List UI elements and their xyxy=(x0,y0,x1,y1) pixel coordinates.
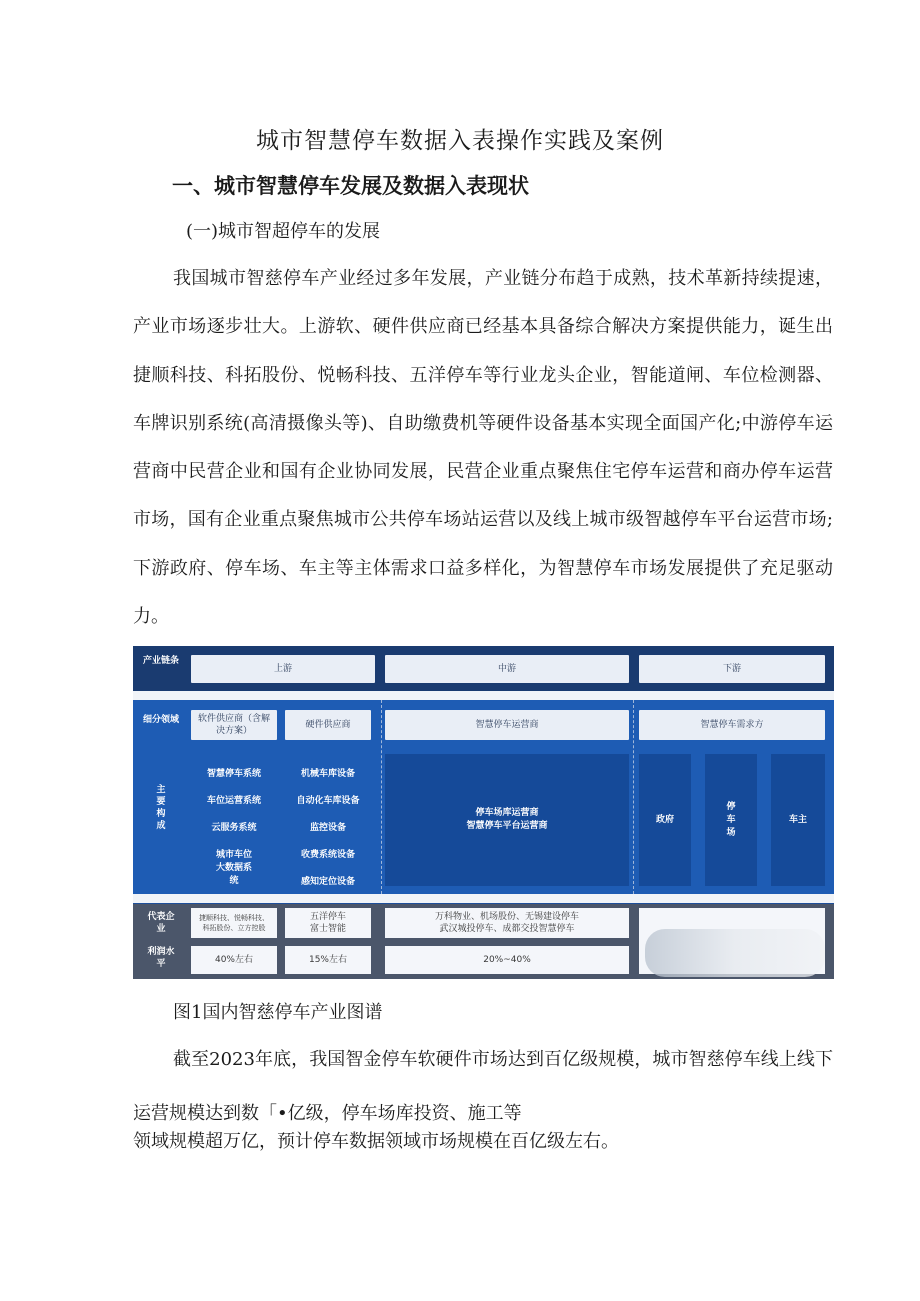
hardware-item: 自动化车库设备 xyxy=(296,796,360,806)
operator-profit: 20%~40% xyxy=(385,946,629,974)
blurred-watermark-image xyxy=(645,929,825,977)
segment-hardware: 硬件供应商 xyxy=(285,710,371,740)
hardware-company: 五洋停车 xyxy=(309,912,346,922)
row-header-segment: 细分领域 xyxy=(142,715,179,725)
segment-demand: 智慧停车需求方 xyxy=(639,710,825,740)
row-header-profit: 利润水平 xyxy=(147,947,175,969)
figure-caption: 图1国内智慈停车产业图谱 xyxy=(173,1002,383,1023)
hardware-item: 感知定位设备 xyxy=(300,877,355,887)
subsection-heading-1: (一)城市智超停车的发展 xyxy=(186,221,381,242)
operator-company: 万科物业、机场股份、无锡建设停车 xyxy=(434,912,579,922)
chain-midstream: 中游 xyxy=(385,655,629,683)
row-header-companies: 代表企业 xyxy=(147,912,175,934)
operator-company: 武汉城投停车、成都交投智慧停车 xyxy=(439,924,575,934)
hardware-item: 收费系统设备 xyxy=(300,850,355,860)
row-header-composition: 主要构成 xyxy=(156,785,166,831)
row-header-chain: 产业链条 xyxy=(142,656,179,666)
hardware-item: 机械车库设备 xyxy=(300,769,355,779)
segment-software: 软件供应商（含解决方案） xyxy=(191,710,277,740)
operator-item: 智慧停车平台运营商 xyxy=(466,821,548,831)
software-item: 城市车位大数据系统 xyxy=(215,850,252,886)
section-heading-1: 一、城市智慧停车发展及数据入表现状 xyxy=(172,174,529,198)
paragraph-1: 我国城市智慈停车产业经过多年发展，产业链分布趋于成熟，技术革新持续提速，产业市场逐步壮大。上游软、硬件供应商已经基本具备综合解决方案提供能力，诞生出捷顺科技、科拓股份、悦畅科技、五洋停车等行业龙头企业，智能道闸、车位检测器、车牌识别系统(高清摄像头等)、自助缴费机等硬件设备基本实现全面国产化;中游停车运营商中民营企业和国有企业协同发展，民营企业重点聚焦住宅停车运营和商办停车运营市场，国有企业重点聚焦城市公共停车场站运营以及线上城市级智越停车平台运营市场;下游政府、停车场、车主等主体需求口益多样化，为智慧停车市场发展提供了充足驱动力。 xyxy=(133,268,833,628)
industry-chain-figure xyxy=(133,646,834,979)
operator-companies xyxy=(385,908,629,938)
operator-composition xyxy=(385,754,629,886)
software-companies: 捷顺科技、悦畅科技、科拓股份、立方控股 xyxy=(191,908,277,938)
demand-item-car-owner: 车主 xyxy=(771,754,825,886)
software-items-list xyxy=(193,766,275,886)
dashed-divider xyxy=(633,700,634,894)
hardware-item: 监控设备 xyxy=(309,823,346,833)
document-title: 城市智慧停车数据入表操作实践及案例 xyxy=(256,128,664,154)
paragraph-2-last-line: 领域规模超万亿，预计停车数据领域市场规模在百亿级左右。 xyxy=(133,1131,619,1152)
demand-item-government: 政府 xyxy=(639,754,691,886)
paragraph-2: 截至2023年底，我国智金停车软硬件市场达到百亿级规模，城市智慈停车线上线下运营规模达到数「•亿级，停车场库投资、施工等 xyxy=(133,1049,833,1124)
demand-item-parking-lot: 停车场 xyxy=(705,754,757,886)
chain-upstream: 上游 xyxy=(191,655,375,683)
segment-operator: 智慧停车运营商 xyxy=(385,710,629,740)
hardware-items-list xyxy=(285,766,371,901)
operator-item: 停车场库运营商 xyxy=(475,808,539,818)
chain-downstream: 下游 xyxy=(639,655,825,683)
hardware-companies xyxy=(285,908,371,938)
software-item: 云服务系统 xyxy=(211,823,257,833)
software-item: 车位运营系统 xyxy=(206,796,261,806)
software-profit: 40%左右 xyxy=(191,946,277,974)
hardware-company: 富士智能 xyxy=(309,924,346,934)
figure-separator xyxy=(133,894,834,903)
dashed-divider xyxy=(381,700,382,894)
hardware-profit: 15%左右 xyxy=(285,946,371,974)
software-item: 智慧停车系统 xyxy=(206,769,261,779)
figure-separator xyxy=(133,691,834,700)
